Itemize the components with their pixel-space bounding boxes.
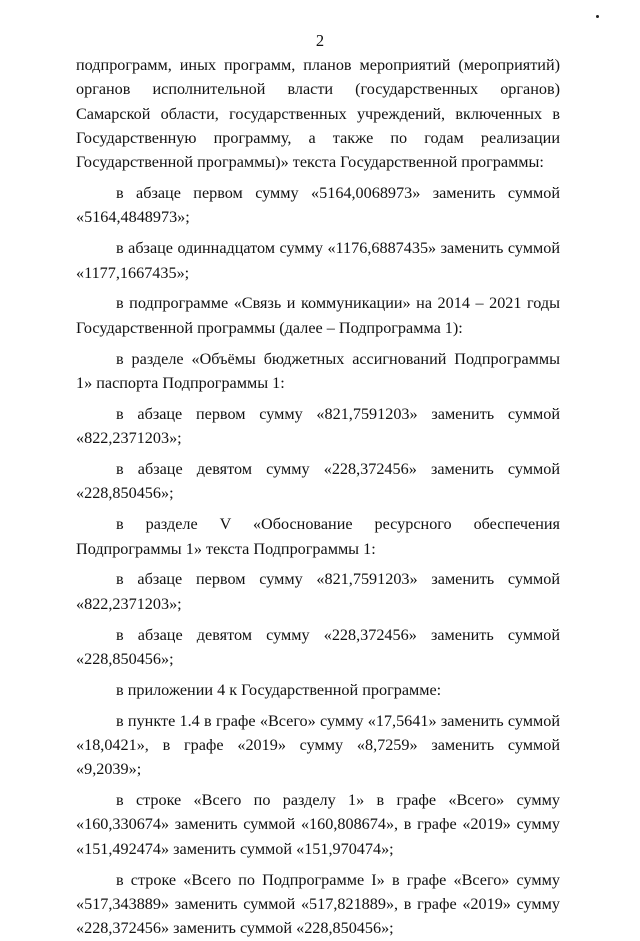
- paragraph-intro-continuation: подпрограмм, иных программ, планов мероприятий (мероприятий) органов исполнительной власти (государственных органов) Самарской области, государственных учреждений, включенных в Государственную программу, а также по годам реализации Государственной программы)» текста Государственной программы:: [76, 56, 560, 172]
- paragraph-section-reference: в разделе «Объёмы бюджетных ассигнований Подпрограммы 1» паспорта Подпрограммы 1:: [76, 349, 560, 392]
- paragraph-amendment: в абзаце одиннадцатом сумму «1176,6887435» заменить суммой «1177,1667435»;: [76, 239, 560, 282]
- paragraph-amendment: в пункте 1.4 в графе «Всего» сумму «17,5641» заменить суммой «18,0421», в графе «2019» сумму «8,7259» заменить суммой «9,2039»;: [76, 711, 560, 779]
- paragraph-section-reference: в разделе V «Обоснование ресурсного обеспечения Подпрограммы 1» текста Подпрограммы 1:: [76, 515, 560, 558]
- paragraph-appendix-reference: в приложении 4 к Государственной программе:: [116, 680, 442, 699]
- paragraph-amendment: в абзаце первом сумму «821,7591203» заменить суммой «822,2371203»;: [76, 570, 560, 613]
- paragraph-subprogram-heading: в подпрограмме «Связь и коммуникации» на 2014 – 2021 годы Государственной программы (далее – Подпрограмма 1):: [76, 294, 560, 337]
- page-number: 2: [315, 31, 325, 50]
- paragraph-amendment: в абзаце первом сумму «5164,0068973» заменить суммой «5164,4848973»;: [76, 184, 560, 227]
- paragraph-amendment: в строке «Всего по Подпрограмме I» в графе «Всего» сумму «517,343889» заменить суммой «517,821889», в графе «2019» сумму «228,372456» заменить суммой «228,850456»;: [76, 870, 560, 938]
- paragraph-amendment: в строке «Всего по разделу 1» в графе «Всего» сумму «160,330674» заменить суммой «160,808674», в графе «2019» сумму «151,492474» заменить суммой «151,970474»;: [76, 791, 560, 858]
- paragraph-amendment: в абзаце первом сумму «821,7591203» заменить суммой «822,2371203»;: [76, 404, 560, 448]
- paragraph-amendment: в абзаце девятом сумму «228,372456» заменить суммой «228,850456»;: [76, 460, 560, 503]
- corner-dot-mark: [596, 15, 599, 18]
- document-body: [76, 53, 560, 941]
- paragraph-amendment: в абзаце девятом сумму «228,372456» заменить суммой «228,850456»;: [76, 625, 560, 668]
